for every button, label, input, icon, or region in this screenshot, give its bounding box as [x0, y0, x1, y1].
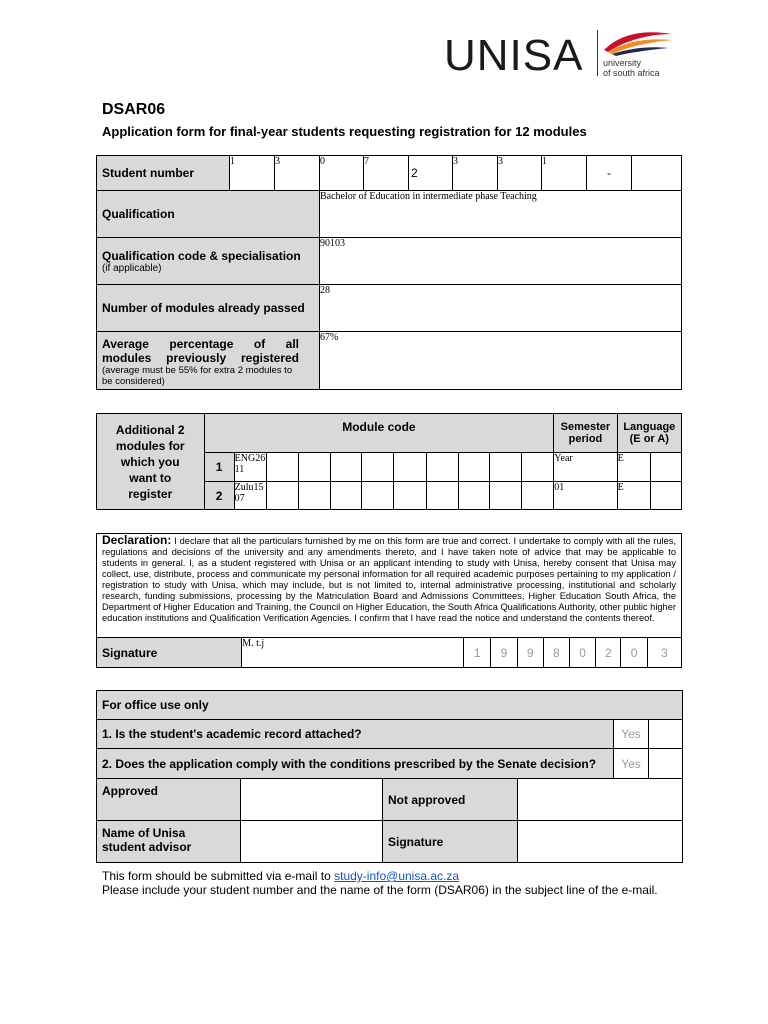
date-digit[interactable]: 9	[517, 638, 543, 668]
signature-value[interactable]: M. t.j	[242, 638, 464, 668]
module-code-box[interactable]	[489, 453, 521, 482]
office-answer-1[interactable]: Yes	[614, 720, 649, 749]
form-title: Application form for final-year students requesting registration for 12 modules	[102, 124, 587, 139]
student-number-digit[interactable]: 3	[275, 156, 320, 191]
office-signature-label: Signature	[383, 821, 518, 863]
office-answer-2[interactable]: Yes	[614, 749, 649, 779]
module-row-number: 1	[204, 453, 234, 482]
student-number-digit[interactable]: 3	[453, 156, 498, 191]
advisor-label-line1: Name of Unisa	[102, 826, 186, 840]
not-approved-label: Not approved	[383, 779, 518, 821]
module-code-box[interactable]	[331, 482, 362, 510]
student-number-digit[interactable]: 0	[320, 156, 364, 191]
average-value[interactable]: 67%	[320, 332, 682, 390]
semester-value[interactable]: 01	[554, 482, 617, 510]
student-number-label: Student number	[97, 156, 230, 191]
module-code-box[interactable]	[522, 482, 554, 510]
student-details-table	[96, 155, 682, 390]
module-code-header: Module code	[204, 414, 554, 453]
date-digit[interactable]: 9	[491, 638, 517, 668]
module-code-box[interactable]	[266, 453, 298, 482]
module-row-number: 2	[204, 482, 234, 510]
office-use-table	[96, 690, 683, 863]
qualification-label: Qualification	[97, 191, 320, 238]
language-header: Language (E or A)	[617, 414, 681, 453]
semester-period-header: Semester period	[554, 414, 617, 453]
language-value[interactable]: E	[617, 482, 650, 510]
language-box[interactable]	[650, 453, 681, 482]
module-code-box[interactable]	[298, 453, 330, 482]
date-digit[interactable]: 2	[596, 638, 621, 668]
office-question-2: 2. Does the application comply with the conditions prescribed by the Senate decision?	[97, 749, 614, 779]
module-code-box[interactable]	[522, 453, 554, 482]
advisor-name-field[interactable]	[241, 821, 383, 863]
student-number-digit[interactable]: 1	[542, 156, 587, 191]
modules-table	[96, 413, 682, 510]
logo-tagline-line2: of south africa	[603, 68, 660, 78]
declaration-table	[96, 533, 682, 668]
declaration-cell	[97, 534, 682, 638]
email-link[interactable]: study-info@unisa.ac.za	[334, 869, 460, 883]
average-label-line2: modules previously registered	[102, 350, 299, 365]
office-question-1: 1. Is the student's academic record attached?	[97, 720, 614, 749]
logo-divider	[597, 30, 598, 76]
date-digit[interactable]: 1	[464, 638, 491, 668]
additional-modules-label: Additional 2 modules for which you want to register	[97, 414, 205, 510]
footer-line1	[102, 869, 658, 883]
module-code-value[interactable]: ENG2611	[234, 453, 266, 482]
footer-line1-text: This form should be submitted via e-mail to	[102, 869, 335, 883]
module-code-box[interactable]	[298, 482, 330, 510]
qualification-code-note: (if applicable)	[102, 262, 162, 274]
student-number-digit[interactable]: 7	[364, 156, 409, 191]
language-box[interactable]	[650, 482, 681, 510]
semester-value[interactable]: Year	[554, 453, 617, 482]
module-code-box[interactable]	[458, 453, 489, 482]
module-code-box[interactable]	[394, 482, 426, 510]
student-number-check-dash: -	[587, 156, 632, 191]
office-signature-field[interactable]	[518, 821, 683, 863]
approved-label: Approved	[97, 779, 241, 821]
date-digit[interactable]: 0	[570, 638, 596, 668]
module-code-box[interactable]	[362, 453, 394, 482]
module-code-box[interactable]	[426, 482, 458, 510]
student-number-digit[interactable]: 2	[409, 156, 453, 191]
student-number-digit[interactable]: 3	[498, 156, 542, 191]
logo-tagline	[603, 58, 660, 78]
signature-label: Signature	[97, 638, 242, 668]
office-answer-1-box[interactable]	[649, 720, 683, 749]
modules-passed-label: Number of modules already passed	[97, 285, 320, 332]
not-approved-field[interactable]	[518, 779, 683, 821]
module-code-box[interactable]	[489, 482, 521, 510]
footer-instructions	[102, 869, 658, 897]
module-code-box[interactable]	[331, 453, 362, 482]
qualification-code-value[interactable]: 90103	[320, 238, 682, 285]
approved-field[interactable]	[241, 779, 383, 821]
footer-line2: Please include your student number and the name of the form (DSAR06) in the subject line of the e-mail.	[102, 883, 658, 897]
module-code-box[interactable]	[394, 453, 426, 482]
office-answer-2-box[interactable]	[649, 749, 683, 779]
module-code-box[interactable]	[362, 482, 394, 510]
unisa-logo	[444, 28, 684, 84]
student-number-check-digit[interactable]	[632, 156, 682, 191]
declaration-text: I declare that all the particulars furnished by me on this form are true and correct. I undertake to comply with all the rules, regulations and decisions of the university and any amendments thereto, and I have taken note of advice that may be applicable to students in general. I, as a student registered with Unisa or an applicant intending to study with Unisa, hereby consent that Unisa may collect, use, distribute, process and communicate my personal information for all required academic purposes pertaining to my application / registration to study with Unisa, which may include, but is not limited to, internal administrative processing, institutional and scholarly research, funding submissions, processing by the Matriculation Board and Admissions Committees, Higher Education South Africa, the Department of Higher Education and Training, the Council on Higher Education, the South Africa Qualifications Authority, other public higher education institutions and Qualification Verification Agencies. I confirm that I have read the notice and understand the contents thereof.	[102, 536, 676, 623]
date-digit[interactable]: 3	[647, 638, 681, 668]
logo-wordmark: UNISA	[444, 31, 584, 80]
logo-tagline-line1: university	[603, 58, 642, 68]
date-digit[interactable]: 0	[621, 638, 647, 668]
module-code-value[interactable]: Zulu1507	[234, 482, 266, 510]
average-note: (average must be 55% for extra 2 modules to be considered)	[102, 364, 293, 387]
average-label-line1: Average percentage of all	[102, 336, 299, 351]
advisor-name-label	[97, 821, 241, 863]
language-value[interactable]: E	[617, 453, 650, 482]
declaration-heading: Declaration:	[102, 533, 172, 547]
advisor-label-line2: student advisor	[102, 840, 192, 854]
qualification-value[interactable]: Bachelor of Education in intermediate phase Teaching	[320, 191, 682, 238]
office-use-heading: For office use only	[97, 691, 683, 720]
logo-emblem-icon	[602, 28, 674, 56]
qualification-code-label: Qualification code & specialisation	[102, 248, 301, 263]
student-number-digit[interactable]: 1	[230, 156, 275, 191]
date-digit[interactable]: 8	[543, 638, 569, 668]
module-code-box[interactable]	[426, 453, 458, 482]
modules-passed-value[interactable]: 28	[320, 285, 682, 332]
module-code-box[interactable]	[458, 482, 489, 510]
average-percentage-cell	[97, 332, 320, 390]
form-code: DSAR06	[102, 101, 166, 118]
qualification-code-cell	[97, 238, 320, 285]
module-code-box[interactable]	[266, 482, 298, 510]
